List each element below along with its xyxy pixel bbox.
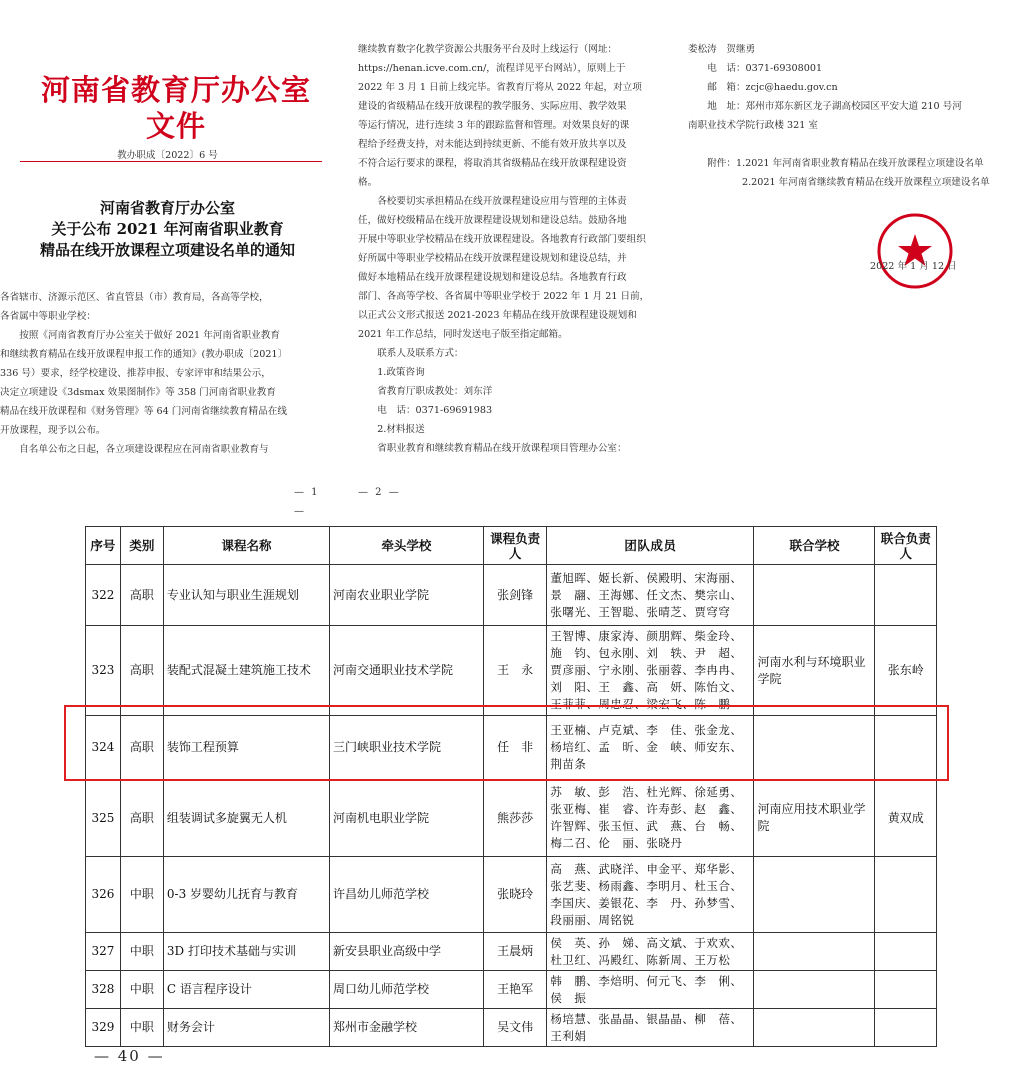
contact-item: 电 话：0371-69691983 [377,405,493,416]
cell-union: 河南水利与环境职业学院 [754,626,875,716]
cell-course: 专业认知与职业生涯规划 [163,565,329,626]
cell-lead: 王 永 [483,626,547,716]
page-two-body [358,40,670,458]
contact-email: 邮 箱：zcjc@haedu.gov.cn [707,82,838,93]
cell-lead: 任 非 [483,716,547,780]
cell-team [547,1009,754,1047]
cell-school: 郑州市金融学校 [330,1009,484,1047]
title-line: 河南省教育厅办公室 [99,199,235,217]
team-line: 施 钧、包永刚、刘 轶、尹 超、 [550,646,743,660]
page-three-contacts [688,40,1024,135]
cell-union: 河南应用技术职业学院 [754,780,875,857]
para-line: 好所属中等职业学校精品在线开放课程建设规划和建设总结，并 [358,253,627,264]
cell-union [754,565,875,626]
cell-type: 中职 [120,971,163,1009]
para-line: 和继续教育精品在线开放课程申报工作的通知》(教办职成〔2021〕 [0,349,288,360]
para-line: 各校要切实承担精品在线开放课程建设应用与管理的主体责 [377,196,627,207]
team-line: 景 翮、王海娜、任文杰、樊宗山、 [550,587,743,602]
cell-team [547,857,754,933]
para-line: 格。 [358,177,378,188]
cell-ulead: 黄双成 [875,780,937,857]
official-seal [876,212,954,290]
para-line: 程给予经费支持，对未能达到持续更新、不能有效开放共享以及 [358,139,627,150]
cell-type: 高职 [120,780,163,857]
contact-item: 省教育厅职成教处：刘东洋 [377,386,493,397]
para-line: 336 号）要求，经学校建设、推荐申报、专家评审和结果公示， [0,368,271,379]
addressee-line: 各省辖市、济源示范区、省直管县（市）教育局，各高等学校， [0,292,269,303]
cell-course: 装饰工程预算 [163,716,329,780]
header-team: 团队成员 [547,527,754,565]
cell-team [547,933,754,971]
para-line: 开放课程，现予以公布。 [0,425,106,436]
contact-item: 2.材料报送 [377,424,425,435]
table-header-row [86,527,937,565]
para-line: 精品在线开放课程和《财务管理》等 64 门河南省继续教育精品在线 [0,406,287,417]
cell-course: 3D 打印技术基础与实训 [163,933,329,971]
document-number: 教办职成〔2022〕6 号 [117,150,218,161]
contact-item: 省职业教育和继续教育精品在线开放课程项目管理办公室： [377,443,627,454]
cell-ulead: 张东岭 [875,626,937,716]
cell-team [547,626,754,716]
cell-no: 325 [86,780,121,857]
page-number: — 2 — [358,487,401,498]
para-line: 以正式公文形式报送 2021-2023 年精品在线开放课程建设规划和 [358,310,637,321]
table-row [86,565,937,626]
para-line: 建设的省级精品在线开放课程的教学服务、实际应用、教学效果 [358,101,627,112]
header-type: 类别 [120,527,163,565]
addressee-line: 各省属中等职业学校： [0,311,96,322]
cell-course: 财务会计 [163,1009,329,1047]
para-line: 开展中等职业学校精品在线开放课程建设。各地教育行政部门要组织 [358,234,646,245]
cell-school: 许昌幼儿师范学校 [330,857,484,933]
header-ulead-text: 联合负责人 [880,530,931,561]
team-line: 王亚楠、卢克斌、李 佳、张金龙、 [550,723,743,737]
para-line: 决定立项建设《3dsmax 效果图制作》等 358 门河南省职业教育 [0,387,276,398]
cell-team [547,971,754,1009]
header-school: 牵头学校 [330,527,484,565]
team-line: 董旭晖、姬长新、侯殿明、宋海丽、 [550,570,743,585]
cell-ulead [875,716,937,780]
cell-union [754,716,875,780]
cell-school: 河南交通职业技术学院 [330,626,484,716]
cell-lead: 熊莎莎 [483,780,547,857]
cell-union [754,1009,875,1047]
cell-course: C 语言程序设计 [163,971,329,1009]
team-line: 张艺斐、杨雨鑫、李明月、杜玉合、 [550,878,743,893]
cell-ulead [875,1009,937,1047]
cell-lead: 张晓玲 [483,857,547,933]
cell-no: 323 [86,626,121,716]
team-line: 韩 鹏、李焙明、何元飞、李 俐、 [550,973,743,988]
header-lead-text: 课程负责人 [490,530,541,561]
attachment-item: 2.2021 年河南省继续教育精品在线开放课程立项建设名单 [742,177,990,188]
cell-team [547,565,754,626]
contact-names: 娄松涛 贺继勇 [688,44,756,55]
contact-item: 1.政策咨询 [377,367,425,378]
cell-ulead [875,565,937,626]
team-line: 侯 振 [550,990,587,1005]
header-no: 序号 [86,527,121,565]
issue-date: 2022 年 1 月 12 日 [870,261,957,272]
table-row [86,1009,937,1047]
header-lead [483,527,547,565]
team-line: 张亚梅、崔 睿、许寿彭、赵 鑫、 [550,802,743,816]
document-header: 河南省教育厅办公室文件 [40,73,311,143]
cell-no: 322 [86,565,121,626]
cell-type: 高职 [120,565,163,626]
header-union: 联合学校 [754,527,875,565]
notice-body [0,288,335,459]
cell-no: 327 [86,933,121,971]
cell-ulead [875,857,937,933]
team-line: 贾彦丽、宁永刚、张丽蓉、李冉冉、 [550,663,743,677]
team-line: 杜卫红、冯殿红、陈新周、王万松 [550,952,731,967]
cell-no: 329 [86,1009,121,1047]
para-line: 不符合运行要求的课程，将取消其省级精品在线开放课程建设资 [358,158,627,169]
team-line: 刘 阳、王 鑫、高 妍、陈怡文、 [550,680,743,694]
team-line: 王利娟 [550,1028,587,1043]
cell-no: 324 [86,716,121,780]
cell-school: 河南机电职业学院 [330,780,484,857]
table-row [86,933,937,971]
red-rule [20,161,322,162]
team-line: 段丽丽、周铭锐 [550,912,635,927]
table-row [86,857,937,933]
team-line: 王菲菲、周忠忍、梁宏飞、陈 鹏 [550,697,731,711]
para-line: 自名单公布之日起，各立项建设课程应在河南省职业教育与 [19,444,269,455]
cell-course: 装配式混凝土建筑施工技术 [163,626,329,716]
cell-team [547,780,754,857]
team-line: 杨培红、孟 昕、金 峡、师安东、 [550,740,743,754]
table-row [86,780,937,857]
header-course: 课程名称 [163,527,329,565]
para-line: 部门、各高等学校、各省属中等职业学校于 2022 年 1 月 21 日前， [358,291,650,302]
cell-type: 高职 [120,626,163,716]
cell-school: 新安县职业高级中学 [330,933,484,971]
cell-ulead [875,933,937,971]
team-line: 张曙光、王智聪、张晴芝、贾穹穹 [550,604,731,619]
page-number: — 1 — [294,487,320,517]
team-line: 许智辉、张玉恒、武 燕、台 畅、 [550,819,743,833]
para-line: 继续教育数字化教学资源公共服务平台及时上线运行（网址： [358,44,618,55]
cell-lead: 吴文伟 [483,1009,547,1047]
cell-type: 中职 [120,857,163,933]
cell-ulead [875,971,937,1009]
table-body [86,565,937,1047]
cell-lead: 王艳军 [483,971,547,1009]
course-list-table [85,526,937,1047]
contact-phone: 电 话：0371-69308001 [707,63,823,74]
cell-course: 0-3 岁婴幼儿抚育与教育 [163,857,329,933]
page-number: — 40 — [94,1047,165,1065]
contact-address: 南职业技术学院行政楼 321 室 [688,120,818,131]
cell-type: 中职 [120,933,163,971]
para-line: https://henan.icve.com.cn/，流程详见平台网站），原则上于 [358,63,626,74]
para-line: 做好本地精品在线开放课程建设规划和建设总结。各地教育行政 [358,272,627,283]
cell-team [547,716,754,780]
cell-school: 三门峡职业技术学院 [330,716,484,780]
cell-union [754,933,875,971]
title-line: 关于公布 2021 年河南省职业教育 [51,220,284,238]
cell-union [754,971,875,1009]
cell-school: 河南农业职业学院 [330,565,484,626]
team-line: 荆苗条 [550,757,587,771]
notice-title [0,198,335,261]
cell-type: 中职 [120,1009,163,1047]
cell-union [754,857,875,933]
title-line: 精品在线开放课程立项建设名单的通知 [39,241,295,259]
para-line: 2021 年工作总结，同时发送电子版至指定邮箱。 [358,329,568,340]
cell-school: 周口幼儿师范学校 [330,971,484,1009]
para-line: 等运行情况，进行连续 3 年的跟踪监督和管理。对效果良好的课 [358,120,630,131]
table-row [86,626,937,716]
header-ulead [875,527,937,565]
team-line: 杨培慧、张晶晶、银晶晶、柳 蓓、 [550,1011,743,1026]
para-line: 2022 年 3 月 1 日前上线完毕。省教育厅将从 2022 年起，对立项 [358,82,642,93]
team-line: 李国庆、姜银花、李 丹、孙梦雪、 [550,895,743,910]
team-line: 梅二召、伦 丽、张晓丹 [550,836,683,850]
cell-type: 高职 [120,716,163,780]
cell-no: 326 [86,857,121,933]
team-line: 侯 英、孙 娣、高文斌、于欢欢、 [550,935,743,950]
cell-course: 组装调试多旋翼无人机 [163,780,329,857]
attachments [688,154,1024,192]
para-line: 任，做好校级精品在线开放课程建设规划和建设总结。鼓励各地 [358,215,627,226]
team-line: 高 燕、武晓洋、申金平、郑华影、 [550,861,743,876]
contact-address: 地 址：郑州市郑东新区龙子湖高校园区平安大道 210 号河 [707,101,962,112]
table-row [86,971,937,1009]
team-line: 王智博、康家涛、颜朋辉、柴金玲、 [550,629,743,643]
para-line: 按照《河南省教育厅办公室关于做好 2021 年河南省职业教育 [19,330,280,341]
cell-lead: 张剑锋 [483,565,547,626]
table-row [86,716,937,780]
cell-lead: 王晨炳 [483,933,547,971]
attachment-item: 附件：1.2021 年河南省职业教育精品在线开放课程立项建设名单 [707,158,984,169]
contact-heading: 联系人及联系方式： [377,348,464,359]
team-line: 苏 敏、彭 浩、杜光辉、徐延勇、 [550,785,743,799]
cell-no: 328 [86,971,121,1009]
